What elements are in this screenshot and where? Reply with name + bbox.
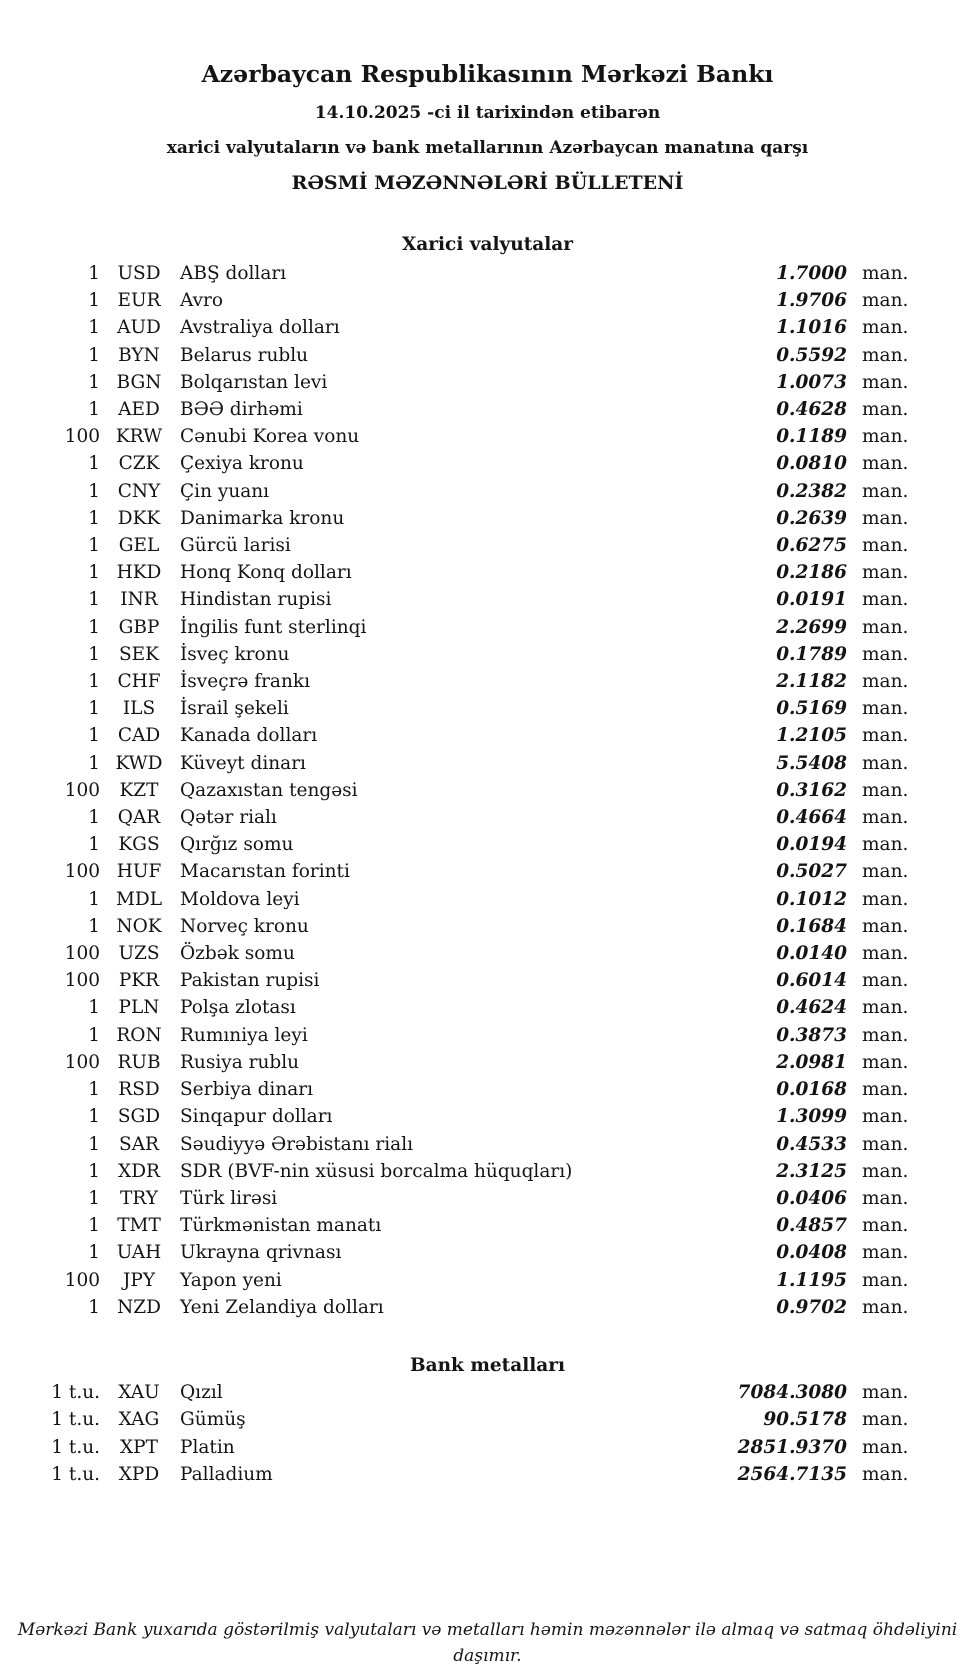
currency-name: Qətər rialı: [180, 807, 277, 829]
currency-code: XDR: [118, 1160, 160, 1182]
currency-quantity: 1: [88, 807, 100, 829]
metal-quantity: 1 t.u.: [51, 1381, 100, 1403]
currency-unit-label: man.: [862, 807, 909, 829]
currency-row: [40, 668, 910, 695]
currency-row: [40, 886, 910, 913]
currency-rate: 0.4624: [776, 997, 847, 1019]
currency-quantity: 100: [64, 1051, 100, 1073]
currency-unit-label: man.: [862, 1187, 909, 1209]
currency-quantity: 1: [88, 1160, 100, 1182]
currency-name: Hindistan rupisi: [180, 589, 332, 611]
currency-rate: 0.0140: [776, 943, 847, 965]
metal-rate: 2851.9370: [737, 1436, 847, 1458]
currency-quantity: 1: [88, 671, 100, 693]
currency-name: Serbiya dinarı: [180, 1079, 314, 1101]
currency-quantity: 1: [88, 263, 100, 284]
currency-row: [40, 586, 910, 613]
currency-rate: 2.2699: [776, 616, 847, 638]
currency-code: TMT: [117, 1215, 161, 1237]
currency-code: PLN: [118, 997, 160, 1019]
currency-name: Türk lirəsi: [180, 1187, 278, 1209]
currencies-table: [40, 260, 910, 1321]
currency-code: UZS: [118, 943, 160, 965]
currency-rate: 2.0981: [776, 1051, 847, 1073]
currency-row: [40, 804, 910, 831]
disclaimer-text: Mərkəzi Bank yuxarıda göstərilmiş valyutaları və metalları həmin məzənnələr ilə almaq və satmaq öhdəliyini daşımır.: [17, 1619, 958, 1666]
currency-rate: 0.1012: [776, 888, 847, 910]
bulletin-header: [0, 58, 975, 196]
currency-name: Gürcü larisi: [180, 535, 291, 557]
currency-quantity: 100: [64, 426, 100, 448]
currency-code: QAR: [117, 807, 161, 829]
currency-row: [40, 614, 910, 641]
currency-unit-label: man.: [862, 290, 909, 312]
currency-rate: 0.4664: [776, 807, 847, 829]
currency-rate: 2.3125: [776, 1160, 847, 1182]
metals-section-title: Bank metalları: [409, 1354, 566, 1376]
currency-name: Macarıstan forinti: [180, 861, 350, 883]
currency-code: NOK: [116, 915, 162, 937]
currency-code: SAR: [119, 1133, 159, 1155]
currency-name: Avro: [180, 290, 224, 312]
currency-row: [40, 940, 910, 967]
currency-unit-label: man.: [862, 725, 909, 747]
currency-rate: 0.0194: [776, 834, 847, 856]
currency-code: DKK: [117, 507, 161, 529]
currencies-section-title: Xarici valyutalar: [401, 234, 574, 255]
currency-rate: 0.1189: [776, 426, 847, 448]
currency-row: [40, 641, 910, 668]
currency-quantity: 1: [88, 535, 100, 557]
currency-code: CNY: [117, 480, 161, 502]
currency-unit-label: man.: [862, 1051, 909, 1073]
currency-unit-label: man.: [862, 915, 909, 937]
currency-unit-label: man.: [862, 589, 909, 611]
currency-quantity: 1: [88, 834, 100, 856]
currency-row: [40, 1267, 910, 1294]
currency-name: İsveç kronu: [180, 643, 290, 665]
metal-code: XPT: [120, 1436, 158, 1458]
currency-row: [40, 532, 910, 559]
metal-unit-label: man.: [862, 1381, 909, 1403]
currency-row: [40, 423, 910, 450]
currency-quantity: 1: [88, 1215, 100, 1237]
currency-code: CAD: [117, 725, 161, 747]
currency-code: NZD: [117, 1296, 161, 1318]
currency-name: Qırğız somu: [180, 834, 294, 856]
effective-date-line: 14.10.2025 -ci il tarixindən etibarən: [314, 103, 661, 123]
metal-name: Gümüş: [180, 1409, 246, 1431]
currency-row: [40, 750, 910, 777]
currency-row: [40, 722, 910, 749]
metal-quantity: 1 t.u.: [51, 1436, 100, 1458]
currency-name: Norveç kronu: [180, 915, 309, 937]
bulletin-subtitle: xarici valyutaların və bank metallarının Azərbaycan manatına qarşı: [166, 138, 809, 158]
currency-unit-label: man.: [862, 643, 909, 665]
currency-quantity: 1: [88, 643, 100, 665]
currency-unit-label: man.: [862, 752, 909, 774]
currency-code: CHF: [117, 671, 161, 693]
currency-quantity: 1: [88, 616, 100, 638]
currency-name: ABŞ dolları: [180, 263, 287, 284]
currency-quantity: 100: [64, 943, 100, 965]
currency-name: Cənubi Korea vonu: [180, 426, 360, 448]
currency-unit-label: man.: [862, 1296, 909, 1318]
currency-row: [40, 1158, 910, 1185]
currency-rate: 0.0810: [776, 453, 847, 475]
currency-unit-label: man.: [862, 426, 909, 448]
currency-rate: 0.3162: [776, 779, 847, 801]
currency-name: Belarus rublu: [180, 344, 309, 366]
currency-row: [40, 1076, 910, 1103]
currency-name: Kanada dolları: [180, 725, 318, 747]
currency-unit-label: man.: [862, 1106, 909, 1128]
currency-name: Çexiya kronu: [180, 453, 304, 475]
currency-quantity: 1: [88, 317, 100, 339]
metal-rate: 2564.7135: [737, 1464, 847, 1486]
currency-code: EUR: [117, 290, 161, 312]
currency-name: Pakistan rupisi: [180, 970, 320, 992]
currency-code: USD: [117, 263, 161, 284]
currency-unit-label: man.: [862, 861, 909, 883]
metal-rate: 90.5178: [763, 1409, 847, 1431]
currency-name: SDR (BVF-nin xüsusi borcalma hüquqları): [180, 1160, 573, 1182]
currency-row: [40, 450, 910, 477]
currency-name: Moldova leyi: [180, 888, 300, 910]
currency-code: SEK: [119, 643, 159, 665]
currency-rate: 0.4628: [776, 399, 847, 421]
currency-unit-label: man.: [862, 535, 909, 557]
currency-unit-label: man.: [862, 317, 909, 339]
currency-name: Küveyt dinarı: [180, 752, 306, 774]
currency-rate: 0.6275: [776, 535, 847, 557]
currency-row: [40, 967, 910, 994]
bulletin-title: RƏSMİ MƏZƏNNƏLƏRİ BÜLLETENİ: [291, 172, 684, 194]
currency-quantity: 1: [88, 562, 100, 584]
currency-unit-label: man.: [862, 698, 909, 720]
currency-rate: 0.0408: [776, 1242, 847, 1264]
metal-unit-label: man.: [862, 1464, 909, 1486]
currency-quantity: 1: [88, 507, 100, 529]
currency-code: RON: [116, 1024, 162, 1046]
currency-unit-label: man.: [862, 1079, 909, 1101]
currency-rate: 5.5408: [776, 752, 847, 774]
currency-code: TRY: [120, 1187, 158, 1209]
currency-unit-label: man.: [862, 671, 909, 693]
currency-rate: 1.1195: [776, 1269, 847, 1291]
currency-unit-label: man.: [862, 943, 909, 965]
currency-rate: 0.2186: [776, 562, 847, 584]
metal-row: [40, 1379, 910, 1407]
currency-rate: 1.3099: [776, 1106, 847, 1128]
currency-quantity: 1: [88, 698, 100, 720]
metal-code: XPD: [118, 1464, 160, 1486]
currency-code: HKD: [116, 562, 162, 584]
currency-code: MDL: [115, 888, 163, 910]
currency-row: [40, 369, 910, 396]
currency-row: [40, 831, 910, 858]
metal-row: [40, 1434, 910, 1462]
currency-unit-label: man.: [862, 1024, 909, 1046]
currency-code: HUF: [116, 861, 162, 883]
currency-quantity: 100: [64, 861, 100, 883]
metal-name: Qızıl: [180, 1381, 223, 1403]
currency-name: Sinqapur dolları: [180, 1106, 333, 1128]
currency-code: KZT: [119, 779, 159, 801]
currency-quantity: 100: [64, 970, 100, 992]
currency-row: [40, 994, 910, 1021]
currency-rate: 1.9706: [776, 290, 847, 312]
currency-quantity: 1: [88, 1242, 100, 1264]
currency-name: Qazaxıstan tengəsi: [180, 779, 358, 801]
currency-code: UAH: [116, 1242, 162, 1264]
metal-code: XAG: [118, 1409, 160, 1431]
currency-quantity: 1: [88, 290, 100, 312]
currency-row: [40, 287, 910, 314]
currency-code: KWD: [115, 752, 163, 774]
currency-name: Honq Konq dolları: [180, 562, 352, 584]
currency-rate: 0.0191: [776, 589, 847, 611]
currency-row: [40, 559, 910, 586]
currency-rate: 1.1016: [776, 317, 847, 339]
currency-row: [40, 913, 910, 940]
currency-unit-label: man.: [862, 616, 909, 638]
currency-rate: 0.3873: [776, 1024, 847, 1046]
currency-rate: 0.5592: [776, 344, 847, 366]
currency-unit-label: man.: [862, 344, 909, 366]
metal-row: [40, 1461, 910, 1489]
currency-unit-label: man.: [862, 970, 909, 992]
currency-code: KGS: [118, 834, 160, 856]
currency-rate: 0.1684: [776, 915, 847, 937]
currency-row: [40, 478, 910, 505]
metal-row: [40, 1406, 910, 1434]
currency-unit-label: man.: [862, 1215, 909, 1237]
currency-name: BƏƏ dirhəmi: [180, 399, 303, 421]
currency-name: Ukrayna qrivnası: [180, 1242, 342, 1264]
currency-name: İngilis funt sterlinqi: [180, 616, 367, 638]
currency-unit-label: man.: [862, 997, 909, 1019]
currency-rate: 0.2639: [776, 507, 847, 529]
metal-unit-label: man.: [862, 1409, 909, 1431]
currency-rate: 0.5169: [776, 698, 847, 720]
currency-rate: 0.4533: [776, 1133, 847, 1155]
currency-row: [40, 1131, 910, 1158]
currency-rate: 1.0073: [776, 371, 847, 393]
metal-rate: 7084.3080: [737, 1381, 847, 1403]
currency-row: [40, 260, 910, 287]
currency-name: Yeni Zelandiya dolları: [180, 1296, 384, 1318]
currency-row: [40, 1103, 910, 1130]
currency-unit-label: man.: [862, 453, 909, 475]
currency-row: [40, 314, 910, 341]
currency-quantity: 1: [88, 371, 100, 393]
currency-name: Polşa zlotası: [180, 997, 296, 1019]
currency-unit-label: man.: [862, 371, 909, 393]
currency-row: [40, 1212, 910, 1239]
currency-quantity: 1: [88, 1024, 100, 1046]
currency-name: Rumıniya leyi: [180, 1024, 308, 1046]
currency-rate: 1.2105: [776, 725, 847, 747]
currency-code: GBP: [118, 616, 160, 638]
currency-name: Səudiyyə Ərəbistanı rialı: [180, 1133, 414, 1155]
currency-row: [40, 342, 910, 369]
currency-name: Türkmənistan manatı: [180, 1215, 382, 1237]
currency-quantity: 1: [88, 1079, 100, 1101]
currency-unit-label: man.: [862, 888, 909, 910]
currency-row: [40, 1239, 910, 1266]
currency-name: Yapon yeni: [180, 1269, 282, 1291]
currency-code: ILS: [122, 698, 156, 720]
currency-code: RSD: [118, 1079, 160, 1101]
currency-code: SGD: [117, 1106, 161, 1128]
metal-quantity: 1 t.u.: [51, 1464, 100, 1486]
metal-name: Palladium: [180, 1464, 273, 1486]
currency-rate: 0.0406: [776, 1187, 847, 1209]
currency-quantity: 1: [88, 1187, 100, 1209]
currency-quantity: 100: [64, 779, 100, 801]
currency-quantity: 1: [88, 997, 100, 1019]
currency-unit-label: man.: [862, 399, 909, 421]
metal-name: Platin: [180, 1436, 235, 1458]
currency-unit-label: man.: [862, 507, 909, 529]
currency-code: JPY: [122, 1269, 156, 1291]
currency-name: İsrail şekeli: [180, 698, 289, 720]
currency-quantity: 1: [88, 915, 100, 937]
currency-rate: 0.0168: [776, 1079, 847, 1101]
bank-name-title: Azərbaycan Respublikasının Mərkəzi Bankı: [201, 60, 774, 88]
currency-quantity: 1: [88, 1106, 100, 1128]
currency-quantity: 1: [88, 1133, 100, 1155]
currency-name: Rusiya rublu: [180, 1051, 300, 1073]
currency-unit-label: man.: [862, 779, 909, 801]
currency-row: [40, 695, 910, 722]
currency-code: KRW: [115, 426, 163, 448]
currency-unit-label: man.: [862, 263, 909, 284]
currency-code: GEL: [118, 535, 160, 557]
currency-unit-label: man.: [862, 480, 909, 502]
currency-name: Danimarka kronu: [180, 507, 345, 529]
currency-rate: 0.1789: [776, 643, 847, 665]
currency-row: [40, 1022, 910, 1049]
currency-name: Özbək somu: [180, 943, 295, 965]
currency-row: [40, 858, 910, 885]
metals-table: [40, 1379, 910, 1489]
currency-name: Avstraliya dolları: [180, 317, 340, 339]
currency-row: [40, 505, 910, 532]
currency-name: İsveçrə frankı: [180, 671, 310, 693]
currency-unit-label: man.: [862, 1160, 909, 1182]
currency-row: [40, 1185, 910, 1212]
currency-quantity: 1: [88, 480, 100, 502]
currency-row: [40, 1049, 910, 1076]
currency-code: AUD: [117, 317, 161, 339]
currency-code: CZK: [118, 453, 160, 475]
currency-code: RUB: [117, 1051, 161, 1073]
currency-row: [40, 1294, 910, 1321]
currency-code: BGN: [116, 371, 162, 393]
currency-quantity: 1: [88, 589, 100, 611]
currency-rate: 0.9702: [776, 1296, 847, 1318]
currency-code: AED: [118, 399, 160, 421]
metal-code: XAU: [118, 1381, 160, 1403]
currency-rate: 0.6014: [776, 970, 847, 992]
currency-unit-label: man.: [862, 1133, 909, 1155]
currency-unit-label: man.: [862, 1242, 909, 1264]
currency-code: BYN: [118, 344, 160, 366]
currency-quantity: 1: [88, 399, 100, 421]
currency-rate: 0.4857: [776, 1215, 847, 1237]
currency-rate: 2.1182: [776, 671, 847, 693]
currency-rate: 0.5027: [776, 861, 847, 883]
currency-quantity: 100: [64, 1269, 100, 1291]
currency-name: Çin yuanı: [180, 480, 270, 502]
metal-quantity: 1 t.u.: [51, 1409, 100, 1431]
currency-row: [40, 396, 910, 423]
currency-quantity: 1: [88, 752, 100, 774]
currency-unit-label: man.: [862, 834, 909, 856]
currency-rate: 0.2382: [776, 480, 847, 502]
currency-quantity: 1: [88, 888, 100, 910]
currency-quantity: 1: [88, 344, 100, 366]
metal-unit-label: man.: [862, 1436, 909, 1458]
currency-quantity: 1: [88, 453, 100, 475]
currency-unit-label: man.: [862, 562, 909, 584]
currency-row: [40, 777, 910, 804]
currency-rate: 1.7000: [776, 263, 847, 284]
currency-code: INR: [120, 589, 158, 611]
currency-quantity: 1: [88, 725, 100, 747]
currency-unit-label: man.: [862, 1269, 909, 1291]
currency-quantity: 1: [88, 1296, 100, 1318]
currency-name: Bolqarıstan levi: [180, 371, 328, 393]
currency-code: PKR: [118, 970, 160, 992]
